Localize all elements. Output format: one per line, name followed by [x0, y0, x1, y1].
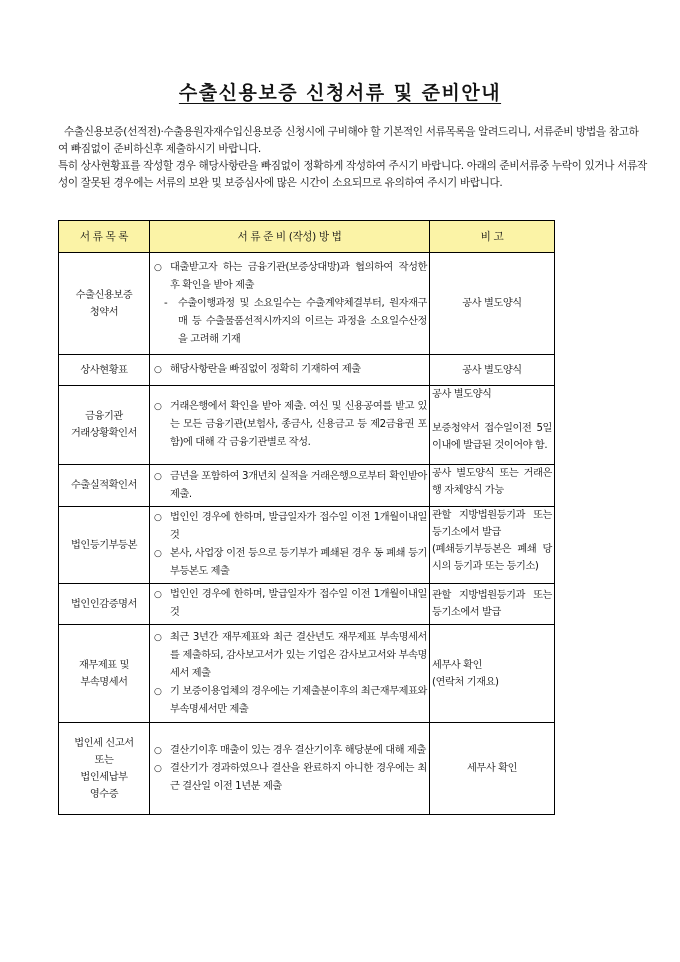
remarks-cell [430, 507, 555, 584]
method-bullet: ○ 결산기이후 매출이 있는 경우 결산기이후 해당분에 대해 제출 [154, 742, 427, 760]
document-name-line: 법인세 신고서 [74, 737, 134, 749]
remarks-line: (연락처 기재요) [432, 676, 499, 688]
preparation-method-cell [150, 465, 430, 507]
document-name-line: 재무제표 및 [78, 659, 130, 671]
table-body [59, 253, 555, 815]
document-name-line: 영수증 [89, 788, 119, 800]
remarks-line: 세무사 확인 [466, 763, 518, 774]
document-name-line: 부속명세서 [80, 676, 128, 688]
document-name-line: 또는 [94, 754, 114, 766]
table-row [59, 386, 555, 465]
document-name-cell [59, 386, 150, 465]
table-row [59, 355, 555, 386]
preparation-method-cell [150, 584, 430, 625]
method-bullet: ○ 거래은행에서 확인을 받아 제출. 여신 및 신용공여를 받고 있는 모든 금융기관(보험사, 종금사, 신용금고 등 제2금융권 포함)에 대해 각 금융기관별로 작성. [154, 398, 427, 452]
preparation-method-cell [150, 386, 430, 465]
method-bullet: ○ 최근 3년간 재무제표와 최근 결산년도 재무제표 부속명세서를 제출하되, 감사보고서가 있는 기업은 감사보고서와 부속명세서 제출 [154, 629, 427, 683]
method-bullet: ○ 법인인 경우에 한하며, 발급일자가 접수일 이전 1개월이내일 것 [154, 586, 427, 622]
document-name-cell [59, 355, 150, 386]
document-name-line: 수출신용보증 [75, 289, 133, 301]
remarks-line: 관할 지방법원등기과 또는 등기소에서 발급 [432, 590, 552, 618]
remarks-line: 공사 별도양식 [432, 389, 492, 400]
document-name-line: 법인등기부등본 [70, 539, 138, 551]
document-name-line: 법인인감증명서 [70, 598, 138, 610]
document-name-line: 법인세납부 [80, 771, 128, 783]
document-name-line: 수출실적확인서 [70, 480, 138, 491]
table-header-row [59, 221, 555, 253]
required-documents-table [58, 220, 555, 815]
document-title: 수출신용보증 신청서류 및 준비안내 [178, 82, 502, 104]
preparation-method-cell [150, 625, 430, 723]
remarks-cell [430, 386, 555, 465]
remarks-spacer [432, 403, 552, 420]
preparation-method-cell [150, 253, 430, 355]
document-name-line: 상사현황표 [80, 364, 128, 376]
document-name-cell [59, 723, 150, 815]
intro-section [58, 124, 648, 192]
method-bullet: ○ 금년을 포함하여 3개년치 실적을 거래은행으로부터 확인받아 제출. [154, 468, 427, 504]
table-row [59, 723, 555, 815]
remarks-cell [430, 723, 555, 815]
remarks-cell [430, 253, 555, 355]
remarks-line: 공사 별도양식 또는 거래은행 자체양식 가능 [432, 468, 552, 496]
header-preparation-method: 서 류 준 비 (작성) 방 법 [150, 221, 430, 253]
preparation-method-cell [150, 355, 430, 386]
remarks-line: 세무사 확인 [432, 659, 483, 671]
document-title-wrap [0, 78, 680, 105]
document-name-cell [59, 465, 150, 507]
table-row [59, 253, 555, 355]
intro-paragraph-2: 특히 상사현황표를 작성할 경우 해당사항란을 빠짐없이 정확하게 작성하여 주시기 바랍니다. 아래의 준비서류중 누락이 있거나 서류작성이 잘못된 경우에는 서류의 보완 및 보증심사에 많은 시간이 소요되므로 유의하여 주시기 바랍니다. [58, 160, 647, 189]
document-name-line: 금융기관 [85, 411, 123, 422]
remarks-line: 공사 별도양식 [462, 298, 522, 309]
document-name-cell [59, 584, 150, 625]
remarks-line: 관할 지방법원등기과 또는 등기소에서 발급 [432, 510, 552, 538]
remarks-cell [430, 465, 555, 507]
table-row [59, 507, 555, 584]
remarks-cell [430, 355, 555, 386]
remarks-cell [430, 584, 555, 625]
intro-paragraph-1: 수출신용보증(선적전)·수출용원자재수입신용보증 신청시에 구비해야 할 기본적인 서류목록을 알려드리니, 서류준비 방법을 참고하여 빠짐없이 준비하신후 제출하시기 바랍니다. [58, 126, 639, 155]
method-bullet: ○ 해당사항란을 빠짐없이 정확히 기재하여 제출 [154, 361, 427, 379]
table-row [59, 465, 555, 507]
method-bullet: ○ 법인인 경우에 한하며, 발급일자가 접수일 이전 1개월이내일 것 [154, 509, 427, 545]
document-name-line: 거래상황확인서 [70, 428, 138, 439]
remarks-line: 공사 별도양식 [462, 364, 522, 376]
remarks-line: 보증청약서 접수일이전 5일이내에 발급된 것이어야 함. [432, 423, 552, 451]
method-sub-item: - 수출이행과정 및 소요일수는 수출계약체결부터, 원자재구매 등 수출물품선적시까지의 이르는 과정을 소요일수산정을 고려해 기재 [154, 295, 427, 349]
document-name-cell [59, 253, 150, 355]
remarks-line: (폐쇄등기부등본은 폐쇄 당시의 등기과 또는 등기소) [432, 544, 552, 572]
method-bullet: ○ 본사, 사업장 이전 등으로 등기부가 폐쇄된 경우 동 폐쇄 등기부등본도 제출 [154, 545, 427, 581]
table-row [59, 625, 555, 723]
remarks-cell [430, 625, 555, 723]
table-row [59, 584, 555, 625]
preparation-method-cell [150, 723, 430, 815]
method-bullet: ○ 대출받고자 하는 금융기관(보증상대방)과 협의하여 작성한 후 확인을 받아 제출 [154, 259, 427, 295]
method-bullet: ○ 기 보증이용업체의 경우에는 기제출분이후의 최근재무제표와 부속명세서만 제출 [154, 683, 427, 719]
header-document-list: 서 류 목 록 [59, 221, 150, 253]
document-name-line: 청약서 [89, 306, 119, 318]
document-name-cell [59, 625, 150, 723]
header-remarks: 비 고 [430, 221, 555, 253]
method-bullet: ○ 결산기가 경과하였으나 결산을 완료하지 아니한 경우에는 최근 결산일 이전 1년분 제출 [154, 760, 427, 796]
preparation-method-cell [150, 507, 430, 584]
document-name-cell [59, 507, 150, 584]
